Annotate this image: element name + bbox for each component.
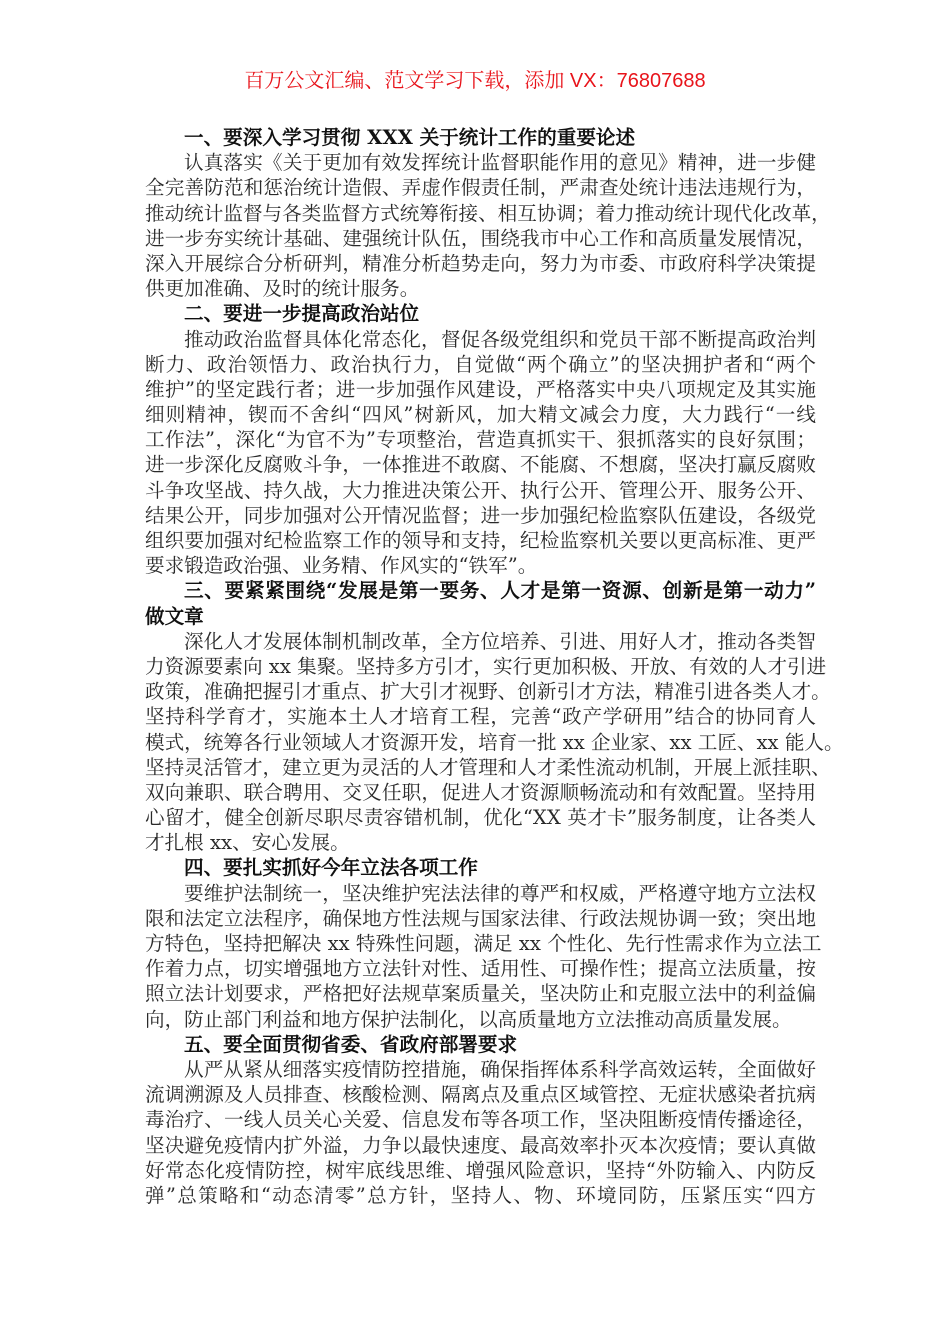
paragraph-line: 模式，统筹各行业领域人才资源开发，培育一批 xx 企业家、xx 工匠、xx 能人。 xyxy=(145,730,844,754)
paragraph-line: 全完善防范和惩治统计造假、弄虚作假责任制，严肃查处统计违法违规行为， xyxy=(145,176,816,200)
paragraph-line: 认真落实《关于更加有效发挥统计监督职能作用的意见》精神，进一步健 xyxy=(184,151,816,175)
paragraph-line: 深化人才发展体制机制改革，全方位培养、引进、用好人才，推动各类智 xyxy=(184,629,816,653)
paragraph-line: 方特色，坚持把解决 xx 特殊性问题，满足 xx 个性化、先行性需求作为立法工 xyxy=(145,932,822,955)
paragraph-line: 要维护法制统一，坚决维护宪法法律的尊严和权威，严格遵守地方立法权 xyxy=(184,881,816,905)
paragraph-line: 才扎根 xx、安心发展。 xyxy=(145,831,350,855)
paragraph-line: 结果公开，同步加强对公开情况监督；进一步加强纪检监察队伍建设，各级党 xyxy=(145,503,816,527)
section-heading: 二、要进一步提高政治站位 xyxy=(184,302,420,326)
section-2 xyxy=(145,301,816,578)
paragraph-line: 照立法计划要求，严格把好法规草案质量关，坚决防止和克服立法中的利益偏 xyxy=(145,982,816,1006)
paragraph-line: 深入开展综合分析研判，精准分析趋势走向，努力为市委、市政府科学决策提 xyxy=(145,251,816,275)
paragraph-line: 坚持灵活管才，建立更为灵活的人才管理和人才柔性流动机制，开展上派挂职、 xyxy=(145,755,831,779)
section-heading: 一、要深入学习贯彻 XXX 关于统计工作的重要论述 xyxy=(184,126,636,149)
paragraph-line: 进一步深化反腐败斗争，一体推进不敢腐、不能腐、不想腐，坚决打赢反腐败 xyxy=(145,453,816,477)
section-heading: 五、要全面贯彻省委、省政府部署要求 xyxy=(184,1032,518,1056)
paragraph-line: 推动政治监督具体化常态化，督促各级党组织和党员干部不断提高政治判 xyxy=(184,327,816,351)
paragraph-line: 向，防止部门利益和地方保护法制化，以高质量地方立法推动高质量发展。 xyxy=(145,1007,792,1031)
paragraph-line: 作着力点，切实增强地方立法针对性、适用性、可操作性；提高立法质量，按 xyxy=(145,957,816,981)
paragraph-line: 工作法”，深化“为官不为”专项整治，营造真抓实干、狠抓落实的良好氛围； xyxy=(145,428,816,452)
paragraph-line: 限和法定立法程序，确保地方性法规与国家法律、行政法规协调一致；突出地 xyxy=(145,906,816,930)
paragraph-line: 心留才，健全创新尽职尽责容错机制，优化“XX 英才卡”服务制度，让各类人 xyxy=(145,806,816,830)
watermark-banner: 百万公文汇编、范文学习下载，添加 VX：76807688 xyxy=(244,70,706,92)
section-5 xyxy=(145,1032,816,1208)
paragraph-line: 毒治疗、一线人员关心关爱、信息发布等各项工作，坚决阻断疫情传播途径， xyxy=(145,1108,816,1132)
paragraph-line: 细则精神，锲而不舍纠“四风”树新风，加大精文减会力度，大力践行“一线 xyxy=(145,403,816,427)
section-heading: 做文章 xyxy=(145,604,204,628)
paragraph-line: 供更加准确、及时的统计服务。 xyxy=(145,277,420,301)
paragraph-line: 好常态化疫情防控，树牢底线思维、增强风险意识，坚持“外防输入、内防反 xyxy=(145,1158,816,1182)
paragraph-line: 断力、政治领悟力、政治执行力，自觉做“两个确立”的坚决拥护者和“两个 xyxy=(145,352,816,376)
paragraph-line: 进一步夯实统计基础、建强统计队伍，围绕我市中心工作和高质量发展情况， xyxy=(145,226,816,250)
paragraph-line: 双向兼职、联合聘用、交叉任职，促进人才资源顺畅流动和有效配置。坚持用 xyxy=(145,780,816,804)
paragraph-line: 推动统计监督与各类监督方式统筹衔接、相互协调；着力推动统计现代化改革， xyxy=(145,201,831,225)
paragraph-line: 坚决避免疫情内扩外溢，力争以最快速度、最高效率扑灭本次疫情；要认真做 xyxy=(145,1133,816,1157)
document-body xyxy=(145,125,844,1208)
paragraph-line: 政策，准确把握引才重点、扩大引才视野、创新引才方法，精准引进各类人才。 xyxy=(145,680,831,704)
section-1 xyxy=(145,125,831,301)
section-heading: 三、要紧紧围绕“发展是第一要务、人才是第一资源、创新是第一动力” xyxy=(184,579,816,603)
paragraph-line: 坚持科学育才，实施本土人才培育工程，完善“政产学研用”结合的协同育人 xyxy=(145,705,816,729)
paragraph-line: 弹”总策略和“动态清零”总方针，坚持人、物、环境同防，压紧压实“四方 xyxy=(145,1183,816,1207)
section-heading: 四、要扎实抓好今年立法各项工作 xyxy=(184,856,478,880)
paragraph-line: 流调溯源及人员排查、核酸检测、隔离点及重点区域管控、无症状感染者抗病 xyxy=(145,1083,816,1107)
paragraph-line: 组织要加强对纪检监察工作的领导和支持，纪检监察机关要以更高标准、更严 xyxy=(145,529,816,552)
paragraph-line: 斗争攻坚战、持久战，大力推进决策公开、执行公开、管理公开、服务公开、 xyxy=(145,478,816,502)
paragraph-line: 要求锻造政治强、业务精、作风实的“铁军”。 xyxy=(145,554,538,578)
paragraph-line: 力资源要素向 xx 集聚。坚持多方引才，实行更加积极、开放、有效的人才引进 xyxy=(145,654,827,678)
paragraph-line: 从严从紧从细落实疫情防控措施，确保指挥体系科学高效运转，全面做好 xyxy=(184,1057,816,1081)
paragraph-line: 维护”的坚定践行者；进一步加强作风建设，严格落实中央八项规定及其实施 xyxy=(145,377,816,401)
section-4 xyxy=(145,855,822,1031)
section-3 xyxy=(145,578,844,855)
